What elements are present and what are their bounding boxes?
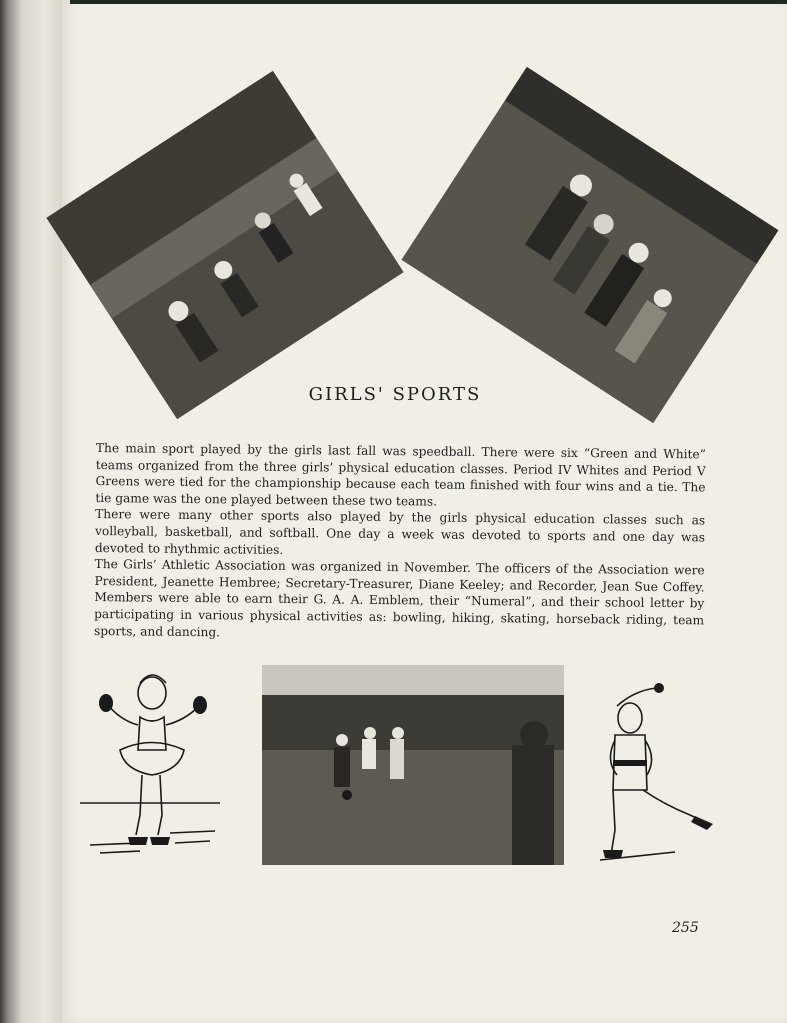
- paragraph-gaa: The Girls’ Athletic Association was organized in November. The officers of the Association were President, Jeanette Hembree; Secretary-Treasurer, Diane Keeley; and Recorder, Jean Sue Coffey. Members were able to earn their G. A. A. Emblem, their “Numeral”, and their school letter by participating in various physical activities as: bowling, hiking, skating, horseback riding, team sports, and dancing.: [93, 557, 705, 639]
- article-body: [94, 440, 706, 646]
- book-spine: [0, 0, 70, 1023]
- skater-girl-drawing: [80, 665, 225, 870]
- jester-skater-drawing: [595, 680, 720, 880]
- paragraph-other-sports: There were many other sports also played by the girls physical education classes such as volleyball, basketball, and softball. One day a week was devoted to sports and one day was devoted to rhythmic activities.: [94, 507, 706, 557]
- page-heading: GIRLS' SPORTS: [308, 384, 482, 405]
- photo-speedball-kick: [262, 665, 564, 865]
- paragraph-speedball: The main sport played by the girls last fall was speedball. There were six “Green and White” teams organized from the three girls’ physical education classes. Period IV Whites and Period V Greens were tied for the championship because each team finished with four wins and a tie. The tie game was the one played between these two teams.: [95, 440, 706, 509]
- page-number: 255: [672, 920, 699, 936]
- top-edge: [70, 0, 787, 4]
